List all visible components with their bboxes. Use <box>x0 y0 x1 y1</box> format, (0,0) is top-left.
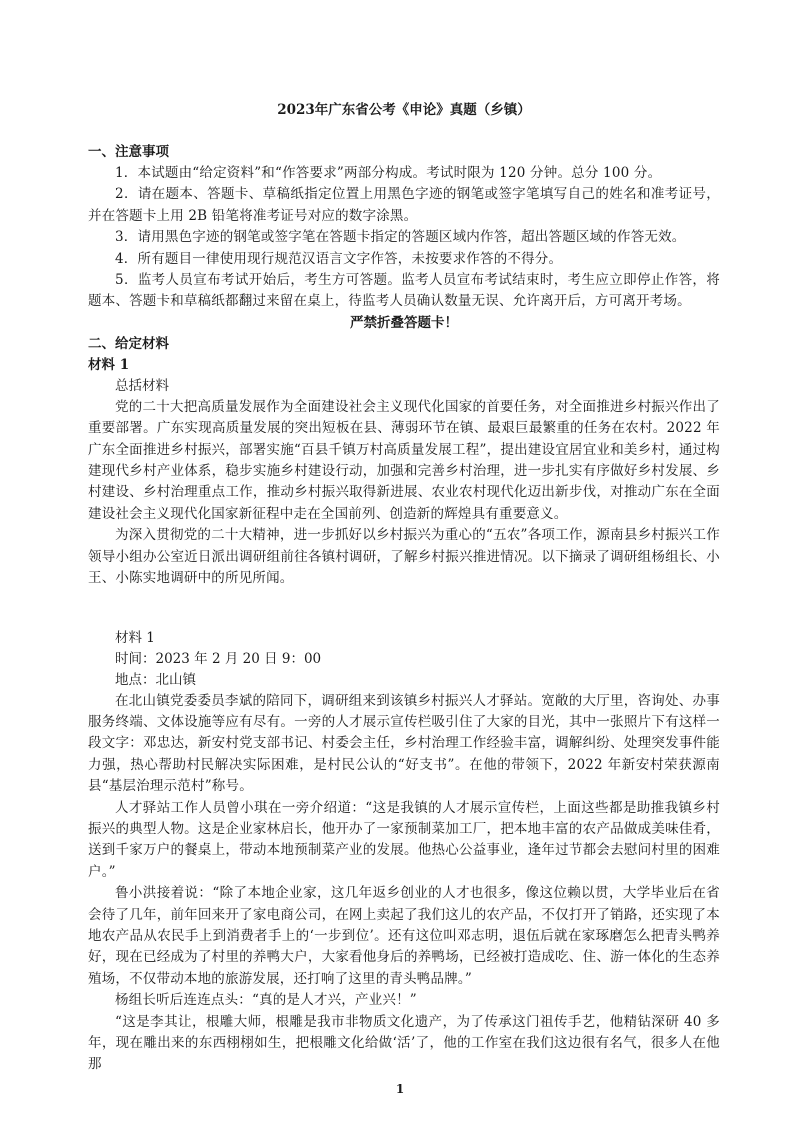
notice-item: 5．监考人员宣布考试开始后，考生方可答题。监考人员宣布考试结束时，考生应立即停止作答，将题本、答题卡和草稿纸都翻过来留在桌上，待监考人员确认数量无误、允许离开后，方可离开考场。 <box>88 272 720 310</box>
notice-item: 2．请在题本、答题卡、草稿纸指定位置上用黑色字迹的钢笔或签字笔填写自己的姓名和准考证号，并在答题卡上用 2B 铅笔将准考证号对应的数字涂黑。 <box>88 186 720 224</box>
material1-paragraph: 人才驿站工作人员曾小琪在一旁介绍道：“这是我镇的人才展示宣传栏，上面这些都是助推我镇乡村振兴的典型人物。这是企业家林启长，他开办了一家预制菜加工厂，把本地丰富的农产品做成美味佳肴，送到千家万户的餐桌上，带动本地预制菜产业的发展。他热心公益事业，逢年过节都会去慰问村里的困难户。” <box>88 799 720 880</box>
material1-paragraph: “这是李其让，根雕大师，根雕是我市非物质文化遗产，为了传承这门祖传手艺，他精钻深研 40 多年，现在雕出来的东西栩栩如生，把根雕文化给做‘活’了，他的工作室在我们这边很有名气，很多人在他那 <box>88 1013 720 1073</box>
section-gap <box>88 590 720 628</box>
notice-item: 4．所有题目一律使用现行规范汉语言文字作答，未按要求作答的不得分。 <box>115 250 563 267</box>
material1-label: 材料 1 <box>115 629 155 646</box>
material1-paragraph: 杨组长听后连连点头：“真的是人才兴，产业兴！” <box>115 992 417 1009</box>
material1-paragraph: 鲁小洪接着说：“除了本地企业家，这几年返乡创业的人才也很多，像这位赖以贯，大学毕业后在省会待了几年，前年回来开了家电商公司，在网上卖起了我们这儿的农产品，不仅打开了销路，还实现了本地农产品从农民手上到消费者手上的‘一步到位’。还有这位叫邓志明，退伍后就在家琢磨怎么把青头鸭养好，现在已经成为了村里的养鸭大户，大家看他身后的养鸭场，已经被打造成吃、住、游一体化的生态养殖场，不仅带动本地的旅游发展，还打响了这里的青头鸭品牌。” <box>88 885 720 987</box>
materials-paragraph: 为深入贯彻党的二十大精神，进一步抓好以乡村振兴为重心的“五农”各项工作，源南县乡村振兴工作领导小组办公室近日派出调研组前往各镇村调研，了解乡村振兴推进情况。以下摘录了调研组杨组长、小王、小陈实地调研中的所见所闻。 <box>88 527 720 587</box>
materials-heading: 二、给定材料 <box>88 335 169 352</box>
document-body <box>88 100 720 1076</box>
notice-item: 1．本试题由“给定资料”和“作答要求”两部分构成。考试时限为 120 分钟。总分 100 分。 <box>115 165 662 181</box>
warning-text: 严禁折叠答题卡！ <box>350 314 458 331</box>
materials-paragraph: 党的二十大把高质量发展作为全面建设社会主义现代化国家的首要任务，对全面推进乡村振兴作出了重要部署。广东实现高质量发展的突出短板在县、薄弱环节在镇、最艰巨最繁重的任务在农村。2022 年广东全面推进乡村振兴，部署实施“百县千镇万村高质量发展工程”，提出建设宜居宜业和美乡村，通过构建现代乡村产业体系，稳步实施乡村建设行动，加强和完善乡村治理，进一步扎实有序做好乡村发展、乡村建设、乡村治理重点工作，推动乡村振兴取得新进展、农业农村现代化迈出新步伐，对推动广东在全面建设社会主义现代化国家新征程中走在全国前列、创造新的辉煌具有重要意义。 <box>88 398 720 522</box>
materials-label: 材料 1 <box>88 356 130 373</box>
notice-heading: 一、注意事项 <box>88 144 169 160</box>
notice-item: 3．请用黑色字迹的钢笔或签字笔在答题卡指定的答题区域内作答，超出答题区域的作答无效。 <box>115 229 686 246</box>
material1-place: 地点：北山镇 <box>115 671 196 688</box>
material1-time: 时间：2023 年 2 月 20 日 9：00 <box>115 650 322 667</box>
page-number: 1 <box>395 1082 405 1096</box>
document-title: 2023年广东省公考《申论》真题（乡镇） <box>277 102 531 118</box>
materials-sub-label: 总括材料 <box>115 377 169 394</box>
material1-paragraph: 在北山镇党委委员李斌的陪同下，调研组来到该镇乡村振兴人才驿站。宽敞的大厅里，咨询处、办事服务终端、文体设施等应有尽有。一旁的人才展示宣传栏吸引住了大家的目光，其中一张照片下有这样一段文字：邓忠达，新安村党支部书记、村委会主任，乡村治理工作经验丰富，调解纠纷、处理突发事件能力强，热心帮助村民解决实际困难，是村民公认的“好支书”。在他的带领下，2022 年新安村荣获源南县“基层治理示范村”称号。 <box>88 692 720 795</box>
